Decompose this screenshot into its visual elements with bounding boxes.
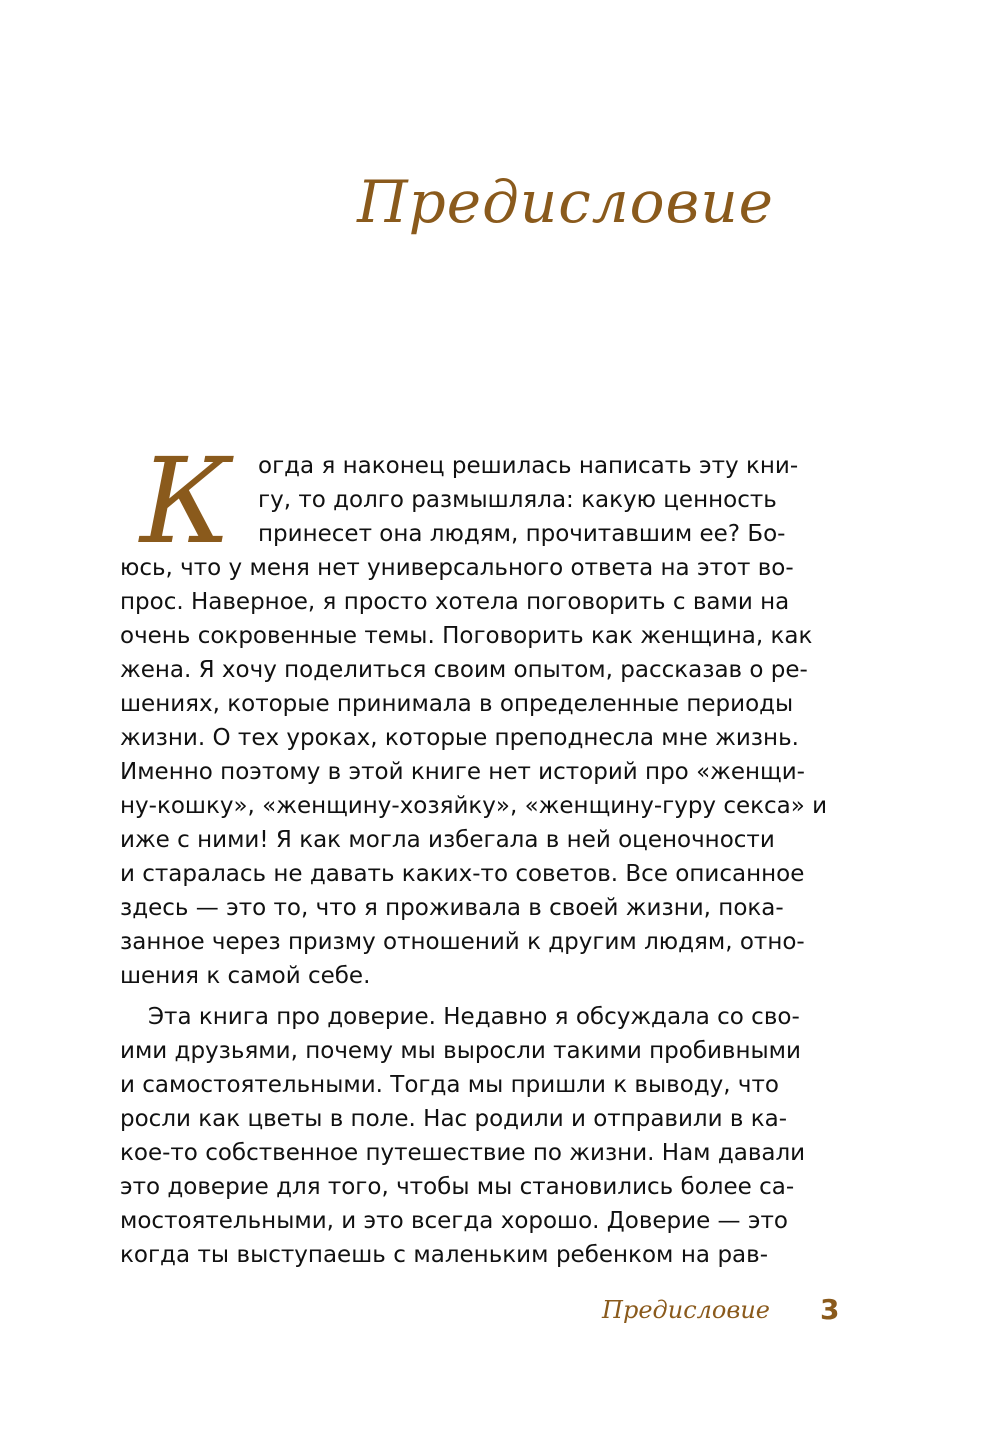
text-line: огда я наконец решилась написать эту кни- [258,453,799,479]
text-line: росли как цветы в поле. Нас родили и отправили в ка- [120,1106,788,1132]
text-line: и самостоятельными. Тогда мы пришли к выводу, что [120,1072,779,1098]
text-line: Именно поэтому в этой книге нет историй про «женщи- [120,759,805,785]
text-line: гу, то долго размышляла: какую ценность [258,487,777,513]
text-line: иже с ними! Я как могла избегала в ней оценочности [120,827,775,853]
text-line: принесет она людям, прочитавшим ее? Бо- [258,521,786,547]
chapter-title: Предисловие [357,168,774,236]
page-number: 3 [820,1293,840,1326]
text-line: Эта книга про доверие. Недавно я обсуждала со сво- [148,1004,800,1030]
text-line: мостоятельными, и это всегда хорошо. Доверие — это [120,1208,788,1234]
text-line: это доверие для того, чтобы мы становились более са- [120,1174,795,1200]
text-line: юсь, что у меня нет универсального ответа на этот во- [120,555,794,581]
text-line: занное через призму отношений к другим людям, отно- [120,929,805,955]
running-title: Предисловие [602,1296,770,1324]
text-line: кое-то собственное путешествие по жизни. Нам давали [120,1140,806,1166]
text-line: когда ты выступаешь с маленьким ребенком на рав- [120,1242,768,1268]
text-line: и старалась не давать каких-то советов. Все описанное [120,861,805,887]
text-line: ну-кошку», «женщину-хозяйку», «женщину-гуру секса» и [120,793,828,819]
text-line: шениях, которые принимала в определенные периоды [120,691,794,717]
drop-cap: К [140,432,232,570]
text-line: шения к самой себе. [120,963,371,989]
text-line: очень сокровенные темы. Поговорить как женщина, как [120,623,813,649]
text-line: жена. Я хочу поделиться своим опытом, рассказав о ре- [120,657,808,683]
text-line: здесь — это то, что я проживала в своей жизни, пока- [120,895,784,921]
text-line: ими друзьями, почему мы выросли такими пробивными [120,1038,801,1064]
text-line: жизни. О тех уроках, которые преподнесла мне жизнь. [120,725,799,751]
text-line: прос. Наверное, я просто хотела поговорить с вами на [120,589,790,615]
